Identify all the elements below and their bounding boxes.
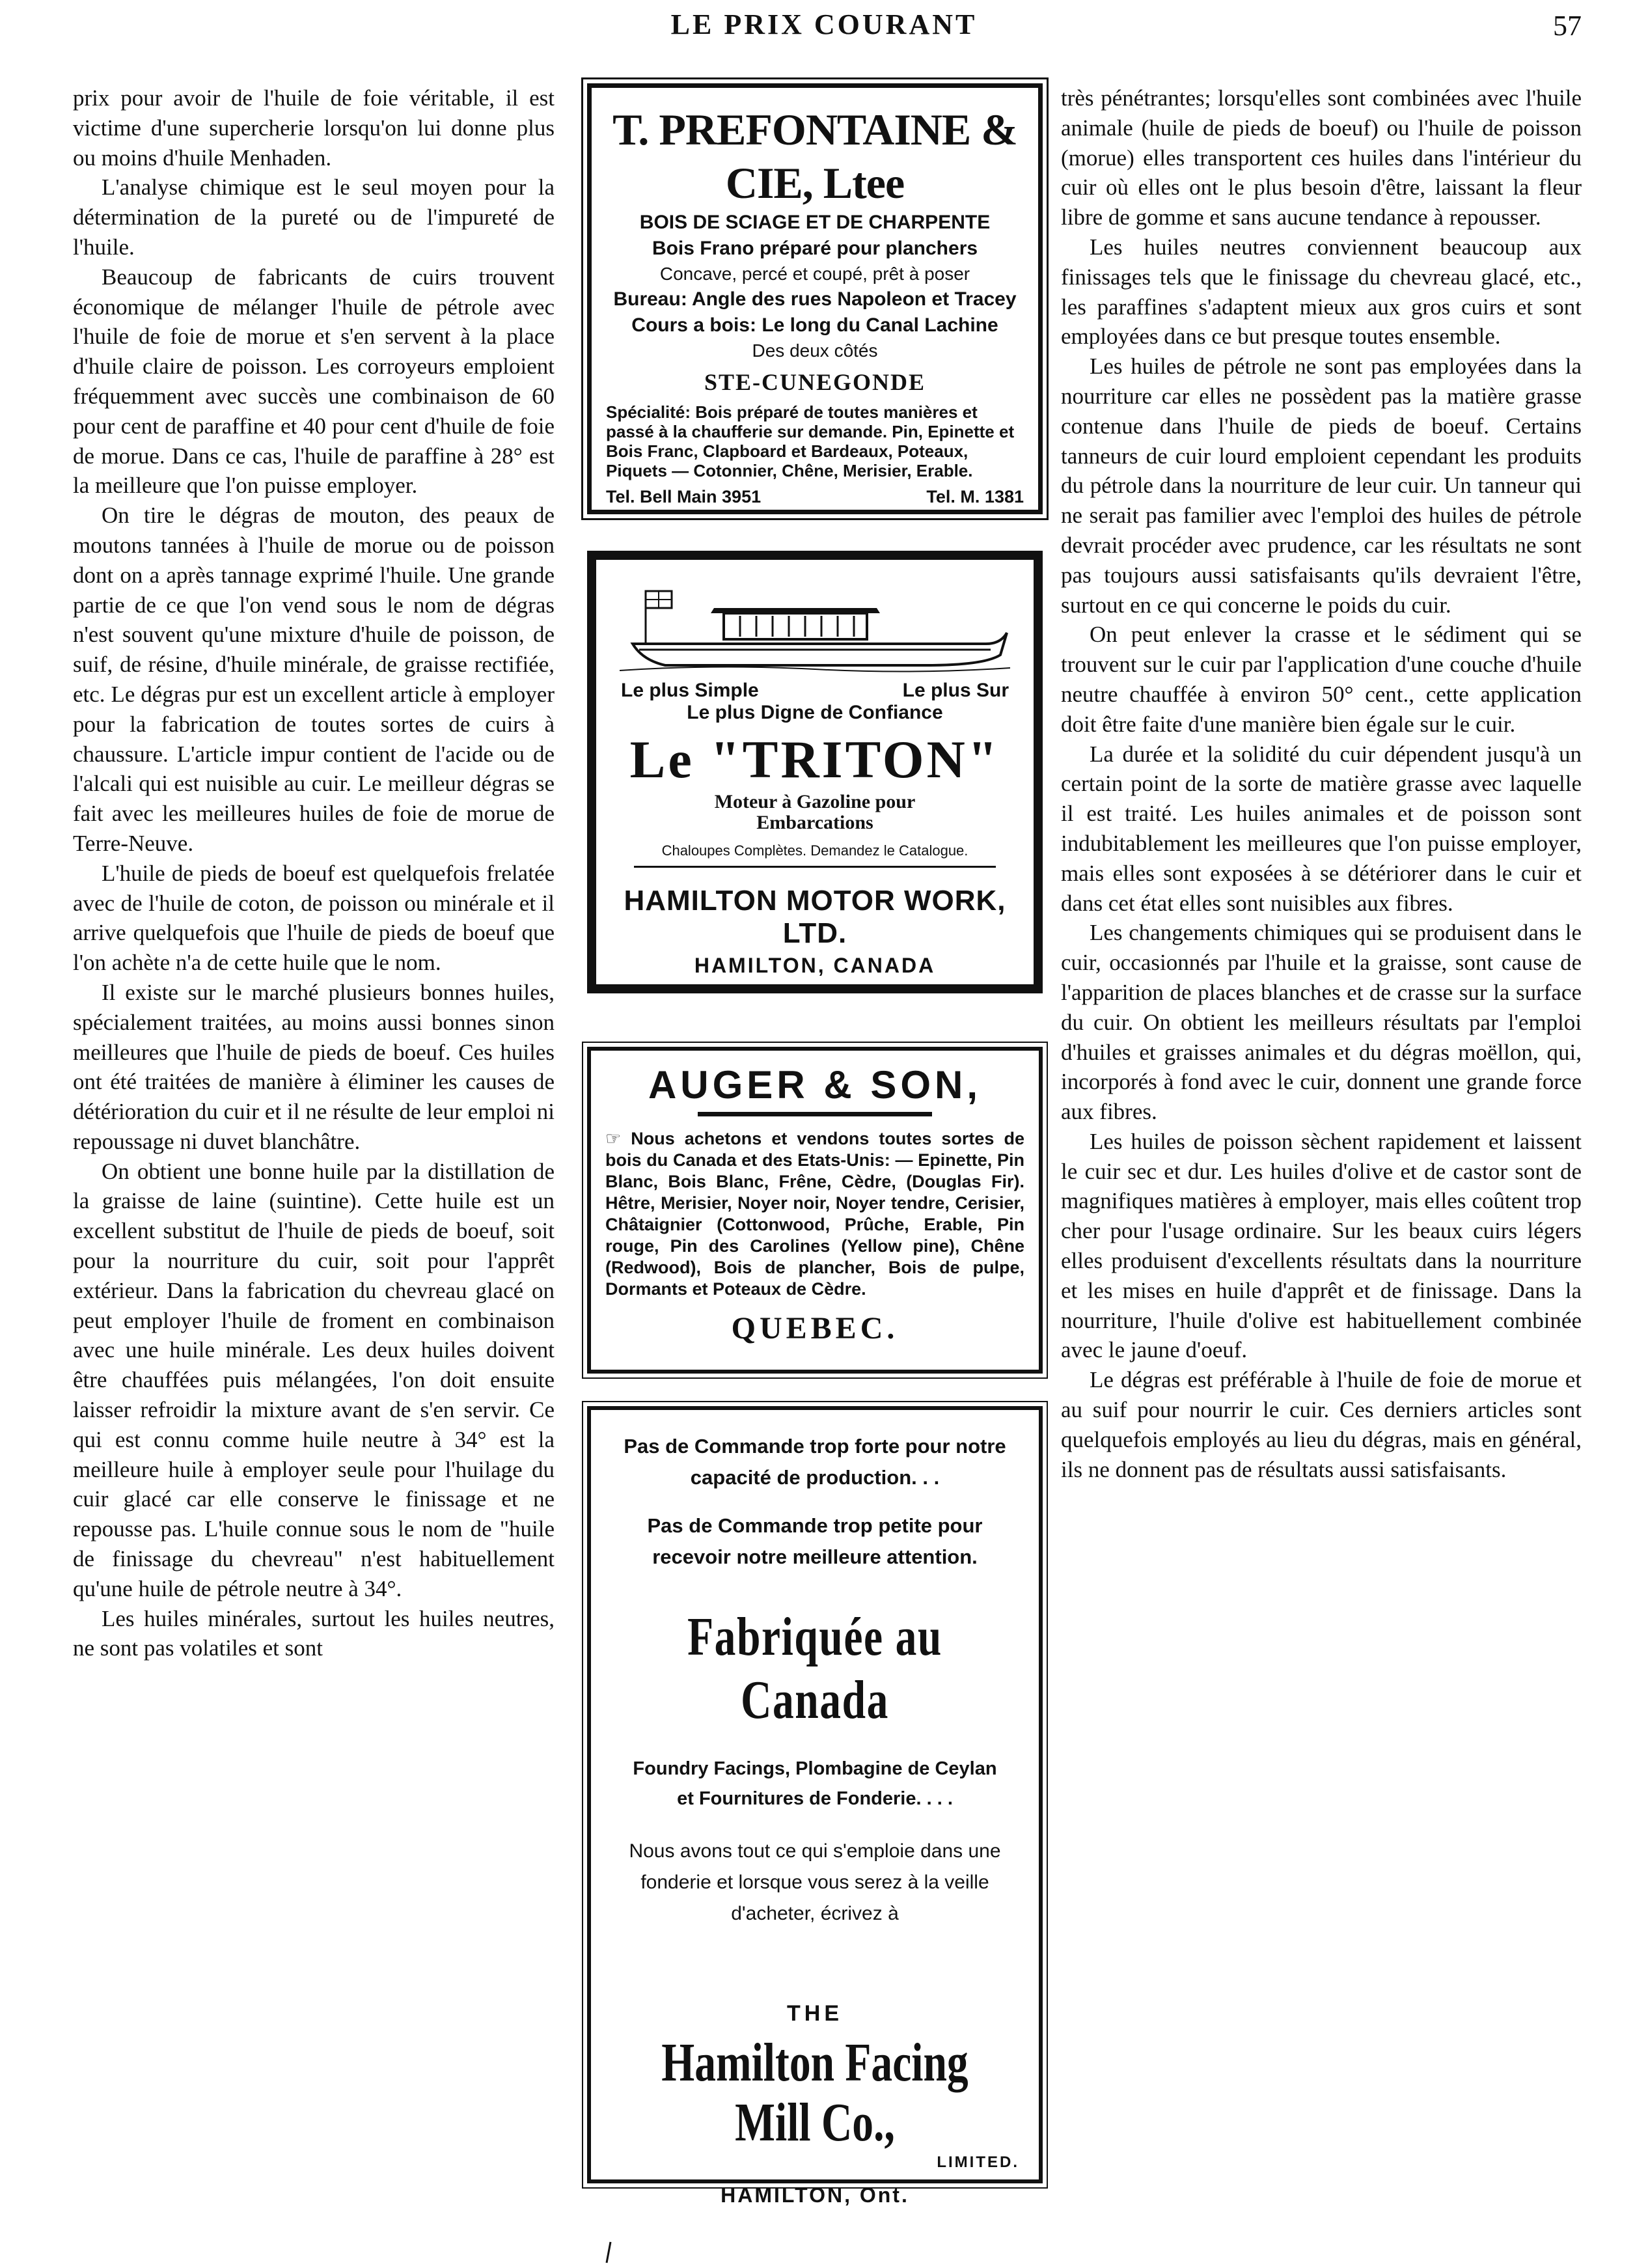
paragraph: Les changements chimiques qui se produisent dans le cuir, occasionnés par l'huile et la graisse, sont cause de l'apparition de places blanches et de crasse sur la surface du cuir. On obtient les meilleurs résultats par l'emploi d'huiles et graisses animales et du dégras moëllon, qui, incorporés à fond avec le cuir, donnent une grande force aux fibres. xyxy=(1061,920,1582,1125)
paragraph: On tire le dégras de mouton, des peaux de moutons tannées à l'huile de morue ou de poisson dont on a après tannage exprimé l'huile. Une grande partie de ce que l'on vend sous le nom de dégras n'est souvent qu'une mixture d'huile de poisson, de suif, de résine, d'huile minérale, de graisse rectifiée, etc. Le dégras pur est un excellent article à employer pour la fabrication de toutes sortes de cuirs à chaussure. L'article impur contient de l'acide ou de l'alcali qui est nuisible au cuir. Le meilleur dégras se fait avec les meilleures huiles de foie de morue de Terre-Neuve. xyxy=(73,503,555,856)
ad-body xyxy=(605,1128,1024,1300)
paragraph: L'analyse chimique est le seul moyen pour la détermination de la pureté ou de l'impureté de l'huile. xyxy=(73,174,555,260)
paragraph: Il existe sur le marché plusieurs bonnes huiles, spécialement traitées, au moins aussi bonnes sinon meilleures que l'huile de pieds de boeuf. Ces huiles ont été traitées de manière à éliminer les causes de détérioration du cuir et il ne résulte de leur emploi ni repoussage ni duvet blanchâtre. xyxy=(73,979,555,1154)
divider xyxy=(634,866,996,868)
ad-statement: Pas de Commande trop petite pour recevoir notre meilleure attention. xyxy=(647,1514,983,1568)
ad-statement: Pas de Commande trop forte pour notre capacité de production. . . xyxy=(624,1435,1006,1489)
ad-subtitle: Embarcations xyxy=(756,812,873,834)
paragraph: très pénétrantes; lorsqu'elles sont combinées avec l'huile animale (huile de pieds de boeuf) ou l'huile de poisson (morue) elles transportent ces huiles dans l'intérieur du cuir où elles ont le plus besoin d'être, laissant la fleur libre de gomme et sans aucune tendance à repousser. xyxy=(1061,85,1582,230)
ad-tagline: Le plus Digne de Confiance xyxy=(687,702,943,723)
motor-launch-illustration xyxy=(620,582,1010,673)
ad-line: BOIS DE SCIAGE ET DE CHARPENTE xyxy=(639,212,991,234)
ink-mark-icon xyxy=(599,2239,618,2265)
running-title: LE PRIX COURANT xyxy=(670,8,978,40)
ad-body-text: Nous achetons et vendons toutes sortes de bois du Canada et des Etats-Unis: — Epinette, Pin Blanc, Bois Blanc, Frêne, Cèdre, (Douglas Fir). Hêtre, Merisier, Noyer noir, Noyer tendre, Cerisier, Châtaignier (Cottonwood, Prûche, Erable, Pin rouge, Pin des Carolines (Yellow pine), Chêne (Redwood), Bois de plancher, Bois de pulpe, Dormants et Poteaux de Cèdre. xyxy=(605,1129,1024,1299)
ad-tagline: Le plus Sur xyxy=(902,680,1009,701)
ad-tagline-row xyxy=(614,680,1015,702)
ad-note: Chaloupes Complètes. Demandez le Catalogue. xyxy=(661,842,968,859)
ad-phone-row xyxy=(606,487,1024,507)
ad-phone: Tel. M. 1381 xyxy=(926,487,1024,507)
page-number: 57 xyxy=(1553,10,1582,42)
ad-line: Cours a bois: Le long du Canal Lachine xyxy=(631,314,998,337)
ad-city: HAMILTON, Ont. xyxy=(721,2183,909,2207)
paragraph: prix pour avoir de l'huile de foie véritable, il est victime d'une supercherie lorsqu'on lui donne plus ou moins d'huile Menhaden. xyxy=(73,85,555,171)
ad-city: QUEBEC. xyxy=(731,1311,899,1346)
paragraph: Le dégras est préférable à l'huile de foie de morue et au suif pour nourrir le cuir. Ces derniers articles sont quelquefois employés au lieu du dégras, mais en général, ils ne donnent pas de résultats aussi satisfaisants. xyxy=(1061,1367,1582,1482)
ad-products: et Fournitures de Fonderie. . . . xyxy=(677,1788,953,1809)
ad-article: THE xyxy=(787,2001,843,2026)
ad-products: Foundry Facings, Plombagine de Ceylan xyxy=(633,1758,997,1779)
pointing-hand-icon: ☞ xyxy=(605,1129,631,1148)
paragraph: L'huile de pieds de boeuf est quelquefois frelatée avec de l'huile de coton, de poisson ou minérale et il arrive quelquefois que l'huile de pieds de boeuf que l'on achète n'a de cette huile que le nom. xyxy=(73,860,555,976)
ad-company-name: Hamilton Facing Mill Co., xyxy=(661,2032,968,2153)
auger-advertisement xyxy=(587,1047,1043,1374)
ad-line: Bureau: Angle des rues Napoleon et Tracey xyxy=(613,288,1017,311)
paragraph: Les huiles de poisson sèchent rapidement et laissent le cuir sec et dur. Les huiles d'olive et de castor sont de magnifiques matières à employer, mais elles coûtent trop cher pour l'usage ordinaire. Sur les beaux cuirs légers elles produisent d'excellents résultats dans la nourriture et les mises en huile d'apprêt et de finissage. Dans la nourriture, l'huile d'olive est habituellement combinée avec le jaune d'oeuf. xyxy=(1061,1128,1582,1363)
ad-company-suffix: LIMITED. xyxy=(937,2153,1019,2171)
paragraph: Les huiles de pétrole ne sont pas employées dans la nourriture car elles ne possèdent pas la matière grasse contenue dans l'huile de pieds de boeuf. Certains tanneurs de cuir lourd emploient cependant les produits du pétrole dans la nourriture de leur cuir. Un tanneur qui ne serait pas familier avec l'emploi des huiles de pétrole devrait procéder avec prudence, car les résultats ne sont pas toujours aussi satisfaisants qu'ils devraient l'être, surtout en ce qui concerne le poids du cuir. xyxy=(1061,353,1582,618)
prefontaine-advertisement xyxy=(587,83,1043,514)
ad-city: HAMILTON, CANADA xyxy=(694,954,936,978)
left-column-text xyxy=(73,83,555,1663)
paragraph: Les huiles neutres conviennent beaucoup aux finissages tels que le finissage du chevreau glacé, etc., les paraffines s'adaptent mieux aux gros cuirs et sont employées dans ce but presque toutes ensemble. xyxy=(1061,234,1582,350)
paragraph: Les huiles minérales, surtout les huiles neutres, ne sont pas volatiles et sont xyxy=(73,1605,555,1661)
ad-line: Des deux côtés xyxy=(752,340,878,361)
divider xyxy=(698,1112,932,1116)
ad-pitch: Nous avons tout ce qui s'emploie dans une fonderie et lorsque vous serez à la veille d'acheter, écrivez à xyxy=(629,1840,1001,1924)
paragraph: On obtient une bonne huile par la distillation de la graisse de laine (suintine). Cette huile est un excellent substitut de l'huile de pieds de boeuf, soit pour la nourriture du cuir, soit pour l'apprêt extérieur. Dans la fabrication du chevreau glacé on peut employer l'huile de froment en combinaison avec une huile minérale. Les deux huiles doivent être chauffées puis mélangées, l'on doit ensuite laisser refroidir la mixture avant de s'en servir. Ce qui est connu comme huile neutre à 34° est la meilleure huile à employer seule pour l'huilage du cuir glacé car elle conserve le finissage et ne repousse pas. L'huile connue sous le nom de "huile de finissage du chevreau" n'est habituellement qu'une huile de pétrole neutre à 34°. xyxy=(73,1158,555,1601)
paragraph: La durée et la solidité du cuir dépendent jusqu'à un certain point de la sorte de matière grasse avec laquelle il est traité. Les huiles animales et de poisson sont indubitablement les meilleures que l'on puisse employer, mais elles sont exposées à se détériorer dans le cuir et dans cet état elles sont nuisibles aux fibres. xyxy=(1061,741,1582,916)
ad-slogan: Fabriquée au Canada xyxy=(687,1607,942,1730)
ad-location: STE-CUNEGONDE xyxy=(704,369,926,396)
ad-tagline: Le plus Simple xyxy=(621,680,759,701)
right-column-text xyxy=(1061,83,1582,1484)
ad-subtitle: Moteur à Gazoline pour xyxy=(714,791,916,813)
ad-product-name: Le "TRITON" xyxy=(629,730,1000,789)
hamilton-facing-mill-advertisement xyxy=(587,1406,1043,2207)
paragraph: On peut enlever la crasse et le sédiment qui se trouvent sur le cuir par l'application d'une couche d'huile neutre chauffée à environ 50° cent., cette application doit être faite d'une manière bien égale sur le cuir. xyxy=(1061,622,1582,737)
ad-company-name: HAMILTON MOTOR WORK, LTD. xyxy=(624,885,1006,950)
triton-advertisement xyxy=(587,551,1043,993)
ad-line: Bois Frano préparé pour planchers xyxy=(652,238,978,260)
ad-firm-name: AUGER & SON, xyxy=(648,1063,982,1107)
ad-phone: Tel. Bell Main 3951 xyxy=(606,487,762,507)
paragraph: Beaucoup de fabricants de cuirs trouvent économique de mélanger l'huile de pétrole avec l'huile de foie de morue et s'en servent à la place d'huile claire de poisson. Les corroyeurs emploient fréquemment avec succès une combinaison de 60 pour cent de paraffine et 40 pour cent d'huile de foie de morue. Dans ce cas, l'huile de paraffine à 28° est la meilleure que l'on puisse employer. xyxy=(73,264,555,499)
ad-specialty: Spécialité: Bois préparé de toutes manières et passé à la chaufferie sur demande. Pin, Epinette et Bois Franc, Clapboard et Bardeaux, Poteaux, Piquets — Cotonnier, Chêne, Merisier, Erable. xyxy=(606,402,1015,481)
ad-firm-name: T. PREFONTAINE & CIE, Ltee xyxy=(612,105,1017,208)
ad-line: Concave, percé et coupé, prêt à poser xyxy=(659,264,970,284)
